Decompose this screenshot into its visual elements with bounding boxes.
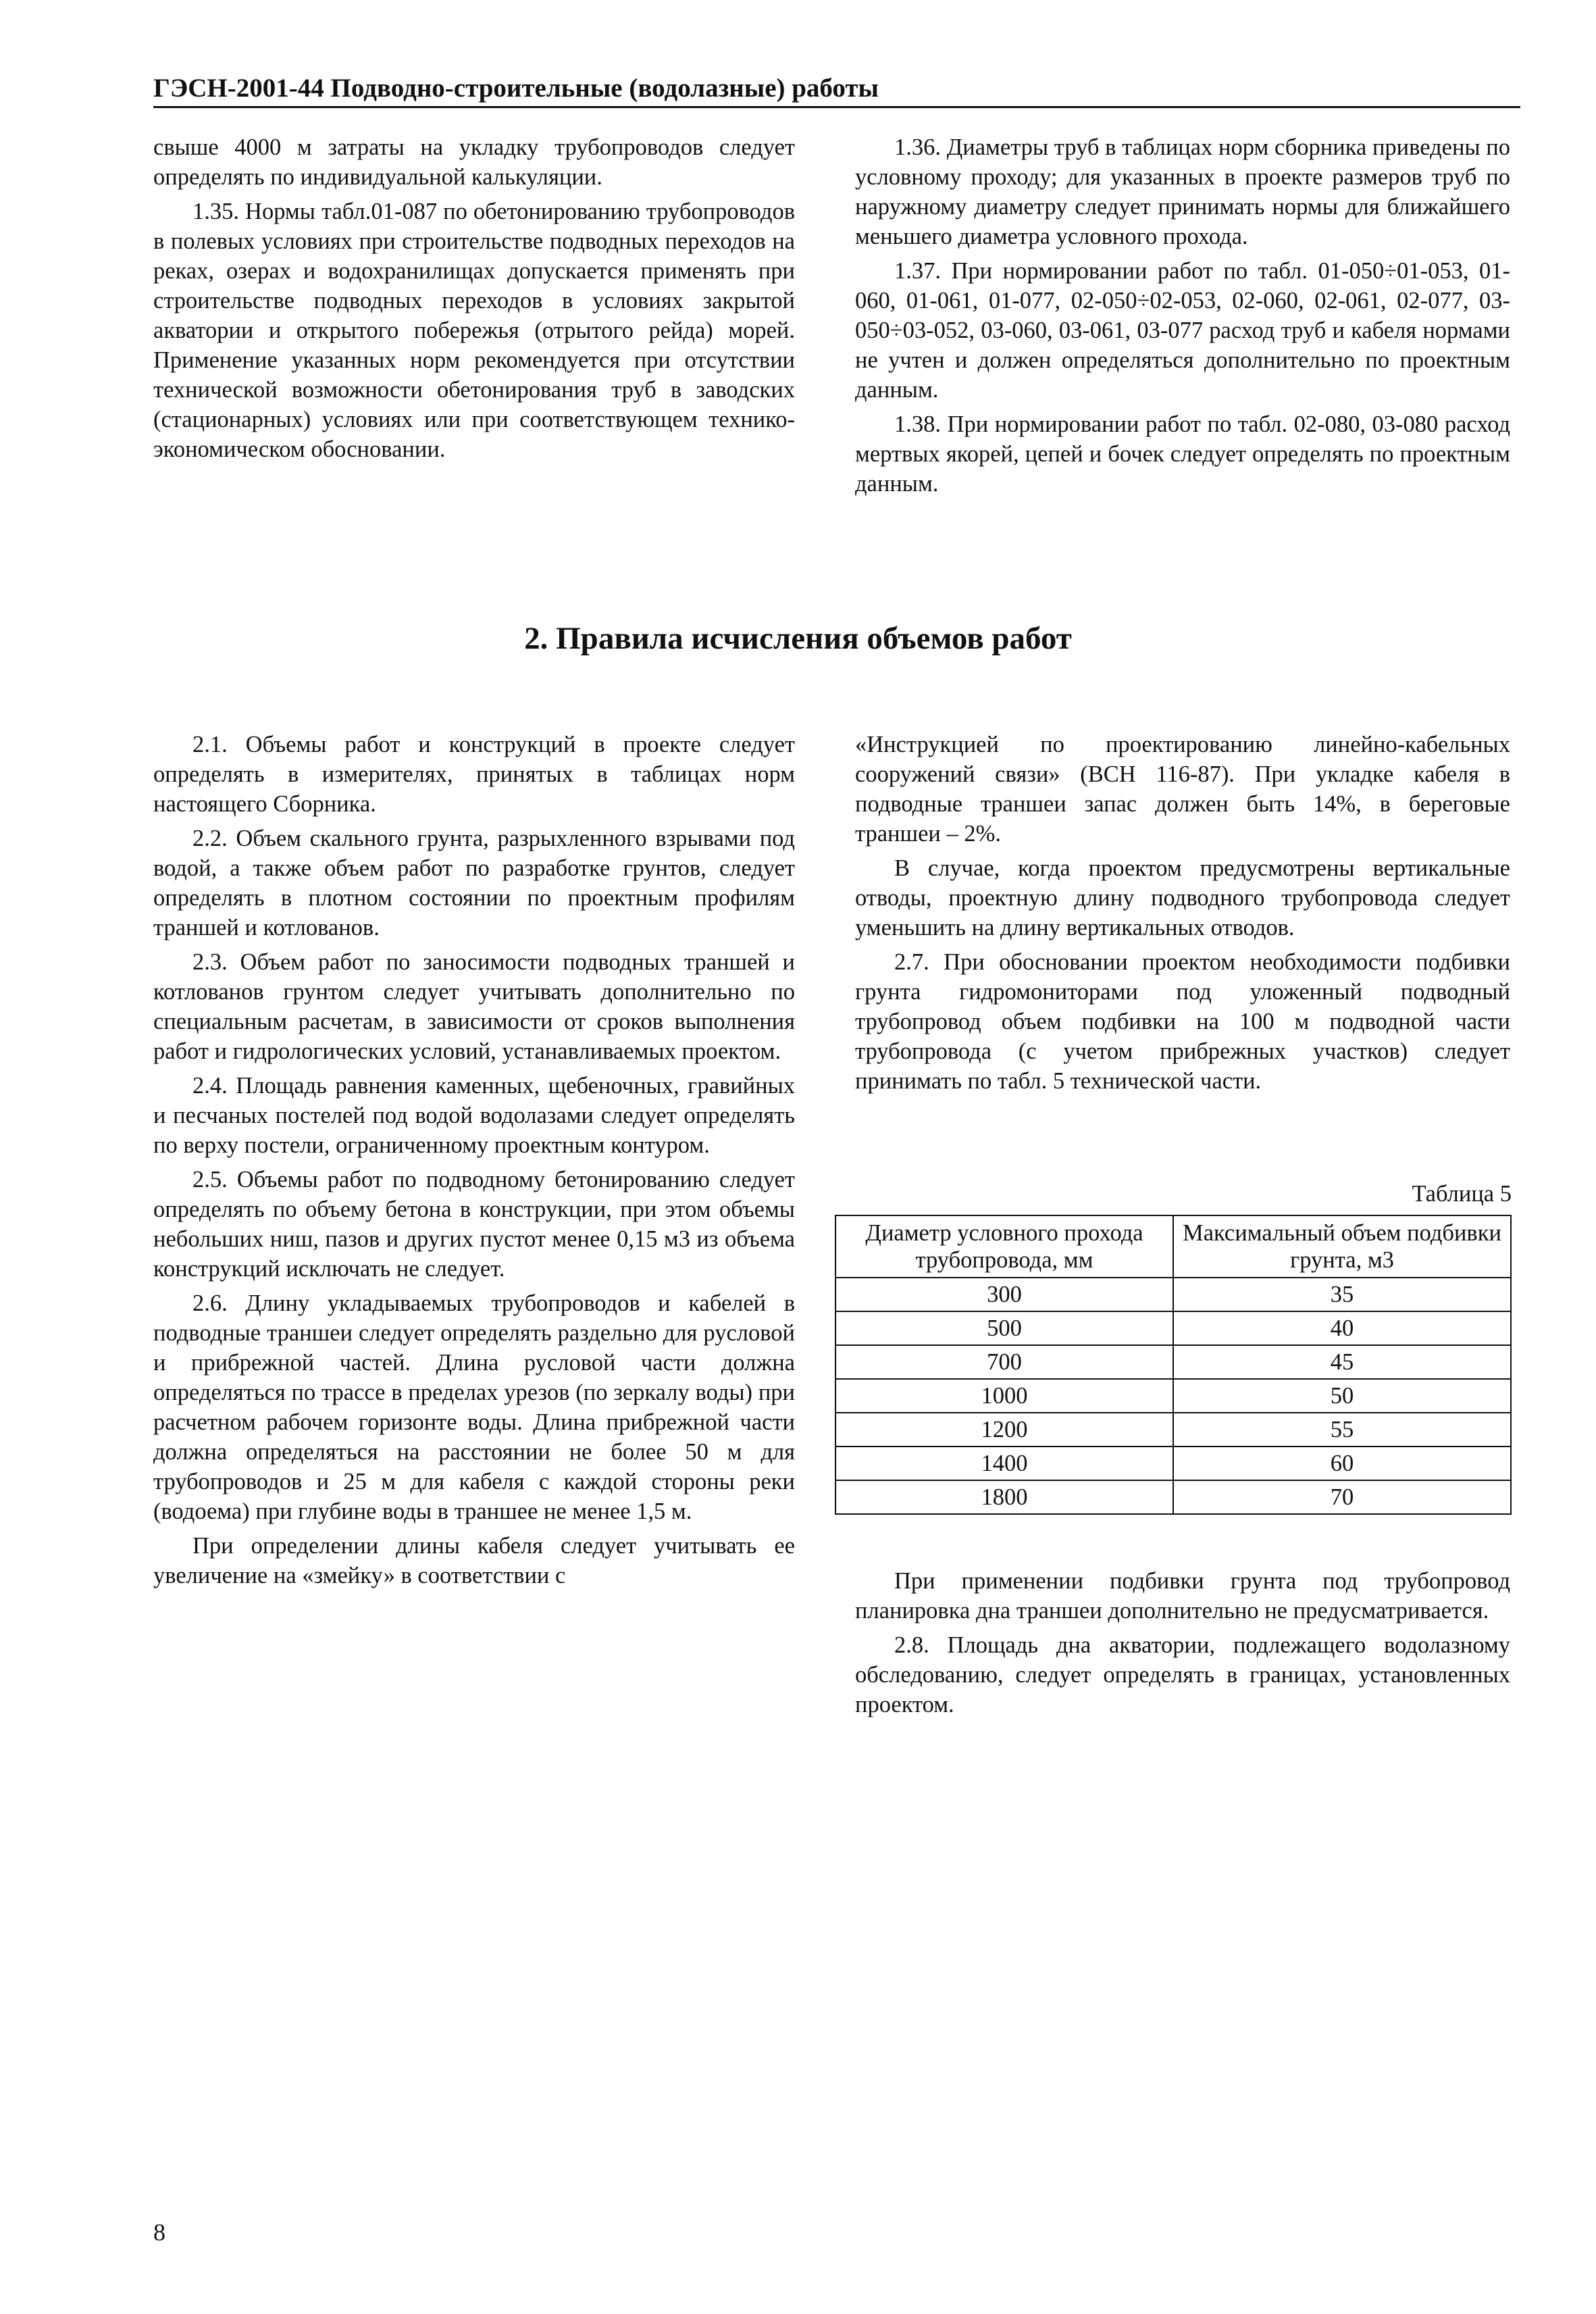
page-number: 8: [153, 2219, 165, 2246]
paragraph: свыше 4000 м затраты на укладку трубопроводов следует определять по индивидуальной калькуляции.: [153, 134, 795, 190]
cell-volume: 50: [1173, 1379, 1511, 1413]
table-5: [835, 1215, 1512, 1515]
paragraph: 2.7. При обосновании проектом необходимости подбивки грунта гидромониторами под уложенный подводный трубопровод объем подбивки на 100 м подводной части трубопровода (с учетом прибрежных участков) следует принимать по табл. 5 технической части.: [855, 949, 1510, 1094]
cell-diameter: 300: [835, 1278, 1173, 1311]
cell-volume: 70: [1173, 1480, 1511, 1514]
paragraph: 2.4. Площадь равнения каменных, щебеночных, гравийных и песчаных постелей под водой водолазами следует определять по верху постели, ограниченному проектным контуром.: [153, 1073, 795, 1158]
table-row: [835, 1278, 1511, 1311]
table-row: [835, 1311, 1511, 1345]
section-title: 2. Правила исчисления объемов работ: [524, 621, 1072, 656]
paragraph: 1.35. Нормы табл.01-087 по обетонированию трубопроводов в полевых условиях при строительстве подводных переходов на реках, озерах и водохранилищах допускается применять при строительстве подводных переходов в условиях закрытой акватории и открытого побережья (отрытого рейда) морей. Применение указанных норм рекомендуется при отсутствии технической возможности обетонирования труб в заводских (стационарных) условиях или при соответствующем технико-экономическом обосновании.: [153, 199, 795, 462]
paragraph: 1.37. При нормировании работ по табл. 01-050÷01-053, 01-060, 01-061, 01-077, 02-050÷02-053, 02-060, 02-061, 02-077, 03-050÷03-052, 03-060, 03-061, 03-077 расход труб и кабеля нормами не учтен и должен определяться дополнительно по проектным данным.: [855, 258, 1510, 403]
cell-diameter: 700: [835, 1345, 1173, 1379]
table-row: [835, 1379, 1511, 1413]
text-column-bottom-right: [855, 730, 1510, 1101]
table-row: [835, 1413, 1511, 1447]
table-row: [835, 1447, 1511, 1480]
text-column-top-right: [855, 132, 1510, 503]
paragraph: 2.6. Длину укладываемых трубопроводов и кабелей в подводные траншеи следует определять раздельно для русловой и прибрежной частей. Длина русловой части должна определяться по трассе в пределах урезов (по зеркалу воды) при расчетном рабочем горизонте воды. Длина прибрежной части должна определяться на расстоянии не более 50 м для трубопроводов и 25 м для кабеля с каждой стороны реки (водоема) при глубине воды в траншее не менее 1,5 м.: [153, 1290, 795, 1524]
paragraph: 2.8. Площадь дна акватории, подлежащего водолазному обследованию, следует определять в границах, установленных проектом.: [855, 1632, 1510, 1717]
cell-diameter: 1400: [835, 1447, 1173, 1480]
text-column-bottom-right-after-table: [855, 1566, 1510, 1724]
cell-diameter: 1000: [835, 1379, 1173, 1413]
cell-diameter: 1200: [835, 1413, 1173, 1447]
paragraph: 2.5. Объемы работ по подводному бетонированию следует определять по объему бетона в конструкции, при этом объемы небольших ниш, пазов и других пустот менее 0,15 м3 из объема конструкций исключать не следует.: [153, 1167, 795, 1282]
column-header-volume: Максимальный объем подбивки грунта, м3: [1173, 1215, 1511, 1278]
cell-diameter: 1800: [835, 1480, 1173, 1514]
cell-diameter: 500: [835, 1311, 1173, 1345]
paragraph: 1.36. Диаметры труб в таблицах норм сборника приведены по условному проходу; для указанных в проекте размеров труб по наружному диаметру следует принимать нормы для ближайшего меньшего диаметра условного прохода.: [855, 134, 1510, 249]
text-column-bottom-left: [153, 730, 795, 1595]
table-row: [835, 1480, 1511, 1514]
paragraph: В случае, когда проектом предусмотрены вертикальные отводы, проектную длину подводного трубопровода следует уменьшить на длину вертикальных отводов.: [855, 855, 1510, 940]
paragraph: 2.2. Объем скального грунта, разрыхленного взрывами под водой, а также объем работ по разработке грунтов, следует определять в плотном состоянии по проектным профилям траншей и котлованов.: [153, 826, 795, 940]
cell-volume: 60: [1173, 1447, 1511, 1480]
cell-volume: 35: [1173, 1278, 1511, 1311]
table-header-row: [835, 1215, 1511, 1278]
text-column-top-left: [153, 132, 795, 469]
paragraph: 2.3. Объем работ по заносимости подводных траншей и котлованов грунтом следует учитывать дополнительно по специальным расчетам, в зависимости от сроков выполнения работ и гидрологических условий, устанавливаемых проектом.: [153, 949, 795, 1064]
paragraph: При применении подбивки грунта под трубопровод планировка дна траншеи дополнительно не предусматривается.: [855, 1568, 1510, 1624]
paragraph: 1.38. При нормировании работ по табл. 02-080, 03-080 расход мертвых якорей, цепей и бочек следует определять по проектным данным.: [855, 411, 1510, 497]
cell-volume: 40: [1173, 1311, 1511, 1345]
table-row: [835, 1345, 1511, 1379]
paragraph: 2.1. Объемы работ и конструкций в проекте следует определять в измерителях, принятых в таблицах норм настоящего Сборника.: [153, 732, 795, 817]
paragraph: При определении длины кабеля следует учитывать ее увеличение на «змейку» в соответствии с: [153, 1533, 795, 1588]
column-header-diameter: Диаметр условного прохода трубопровода, мм: [835, 1215, 1173, 1278]
running-header: ГЭСН-2001-44 Подводно-строительные (водолазные) работы: [153, 73, 1520, 108]
cell-volume: 55: [1173, 1413, 1511, 1447]
cell-volume: 45: [1173, 1345, 1511, 1379]
table-caption: Таблица 5: [1412, 1181, 1512, 1207]
paragraph: «Инструкцией по проектированию линейно-кабельных сооружений связи» (ВСН 116-87). При укладке кабеля в подводные траншеи запас должен быть 14%, в береговые траншеи – 2%.: [855, 732, 1510, 847]
